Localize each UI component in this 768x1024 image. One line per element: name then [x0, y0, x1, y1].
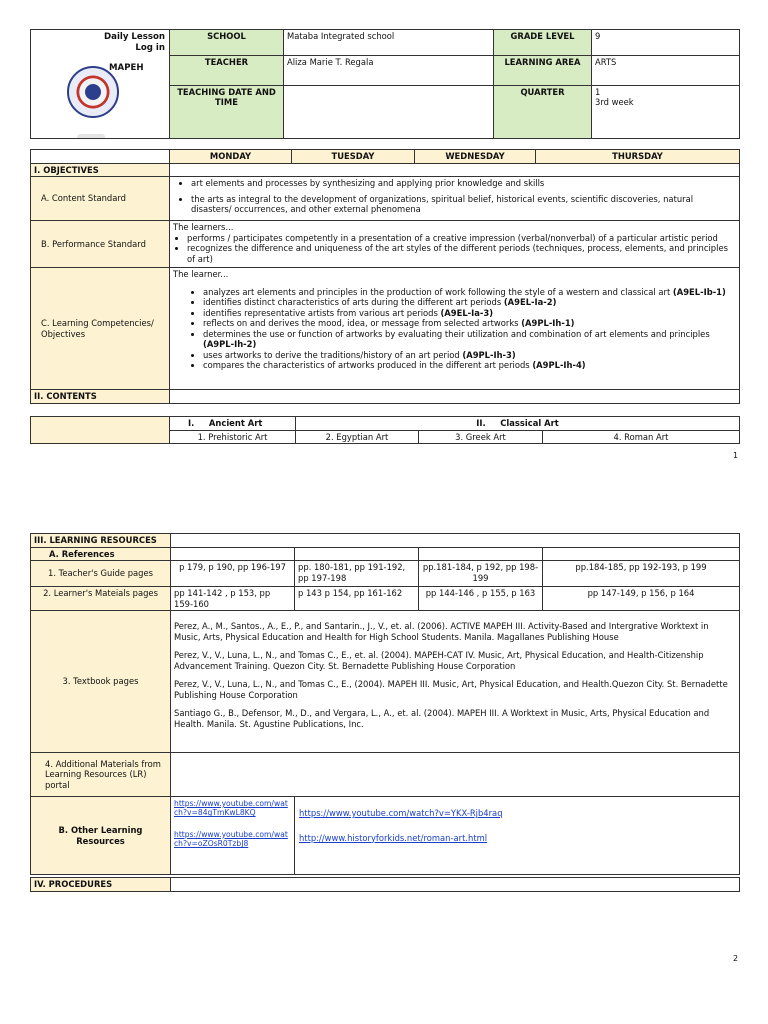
links-right-cell	[295, 797, 740, 875]
day-monday: MONDAY	[170, 150, 292, 164]
dll-title-2: Log in	[135, 42, 165, 53]
textbook-cell	[171, 611, 740, 753]
textbook-ref: Santiago G., B., Defensor, M., D., and Vergara, L., A., et. al. (2004). MAPEH III. A Worktext in Music, Arts, Physical Education and Health. Manila. St. Agustine Publications, Inc.	[174, 708, 710, 729]
objectives-heading: I. OBJECTIVES	[31, 163, 170, 177]
references-label: A. References	[31, 547, 171, 561]
youtube-link[interactable]: https://www.youtube.com/watch?v=YKX-Rjb4raq	[299, 808, 503, 818]
competencies-label: C. Learning Competencies/ Objectives	[31, 268, 170, 390]
learning-area-value: ARTS	[592, 56, 740, 85]
objectives-table	[30, 149, 740, 404]
competencies-cell	[170, 268, 740, 390]
teaching-date-value	[284, 85, 494, 139]
competency-item: • analyzes art elements and principles in the production of work following the style of a western and classical art (A9EL-Ib-1)	[203, 287, 736, 298]
faded-logo-text	[77, 134, 105, 139]
history-for-kids-link[interactable]: http://www.historyforkids.net/roman-art.html	[299, 832, 488, 843]
tg-wednesday: pp.181-184, p 192, pp 198-199	[419, 561, 543, 587]
performance-item: • recognizes the difference and uniqueness of the art styles of the different periods (techniques, process, elements, and principles of art)	[187, 243, 736, 264]
lm-tuesday: p 143 p 154, pp 161-162	[295, 587, 419, 611]
additional-materials-label: 4. Additional Materials from Learning Resources (LR) portal	[31, 753, 171, 797]
performance-standard-label: B. Performance Standard	[31, 221, 170, 268]
topic-greek: 3. Greek Art	[419, 430, 543, 444]
lm-thursday: pp 147-149, p 156, p 164	[543, 587, 740, 611]
resources-table	[30, 533, 740, 875]
youtube-link[interactable]: https://www.youtube.com/watch?v=84gTmKwL8KQ	[174, 799, 288, 818]
procedures-heading: IV. PROCEDURES	[31, 878, 171, 892]
tg-monday: p 179, p 190, pp 196-197	[171, 561, 295, 587]
ancient-art-heading: I. Ancient Art	[170, 417, 296, 431]
subject-label: MAPEH	[109, 63, 144, 73]
topic-roman: 4. Roman Art	[543, 430, 740, 444]
competency-item: • uses artworks to derive the traditions/history of an art period (A9PL-Ih-3)	[203, 350, 736, 361]
procedures-table	[30, 877, 740, 892]
lm-monday: pp 141-142 , p 153, pp 159-160	[171, 587, 295, 611]
quarter-number: 1	[595, 86, 601, 97]
days-blank-cell	[31, 150, 170, 164]
quarter-label: QUARTER	[494, 85, 592, 139]
day-thursday: THURSDAY	[536, 150, 740, 164]
lm-wednesday: pp 144-146 , p 155, p 163	[419, 587, 543, 611]
competencies-intro: The learner...	[173, 269, 229, 279]
quarter-week: 3rd week	[595, 97, 634, 107]
teaching-date-label: TEACHING DATE AND TIME	[170, 85, 284, 139]
competency-item: • identifies distinct characteristics of arts during the different art periods (A9EL-Ia-2)	[203, 297, 736, 308]
tg-tuesday: pp. 180-181, pp 191-192, pp 197-198	[295, 561, 419, 587]
school-label: SCHOOL	[170, 30, 284, 56]
grade-level-value: 9	[592, 30, 740, 56]
page-number-1: 1	[733, 451, 739, 460]
header-table	[30, 29, 740, 139]
content-standard-item: • art elements and processes by synthesizing and applying prior knowledge and skills	[191, 178, 736, 189]
quarter-value	[592, 85, 740, 139]
textbook-label: 3. Textbook pages	[31, 611, 171, 753]
teacher-value: Aliza Marie T. Regala	[284, 56, 494, 85]
other-resources-label: B. Other Learning Resources	[31, 797, 171, 875]
teachers-guide-label: 1. Teacher's Guide pages	[31, 561, 171, 587]
topic-egyptian: 2. Egyptian Art	[296, 430, 419, 444]
dll-title-1: Daily Lesson	[104, 32, 165, 42]
contents-table	[30, 416, 740, 444]
grade-level-label: GRADE LEVEL	[494, 30, 592, 56]
performance-intro: The learners...	[173, 222, 234, 232]
performance-item: • performs / participates competently in a presentation of a creative impression (verbal/nonverbal) of a particular artistic period	[187, 233, 736, 244]
textbook-ref: Perez, A., M., Santos., A., E., P., and Santarin., J., V., et. al. (2006). ACTIVE MAPEH III. Activity-Based and Intergrative Worktext in Music, Arts, Physical Education and Health for High School Students. Manila. Magallanes Publishing House	[174, 621, 709, 642]
school-value: Mataba Integrated school	[284, 30, 494, 56]
logo-cell	[31, 30, 170, 139]
teacher-label: TEACHER	[170, 56, 284, 85]
contents-heading: II. CONTENTS	[31, 390, 170, 404]
content-standard-cell	[170, 177, 740, 221]
textbook-ref: Perez, V., V., Luna, L., N., and Tomas C., E., (2004). MAPEH III. Music, Art, Physical Education, and Health.Quezon City. St. Bernadette Publishing House Corporation	[174, 679, 728, 700]
topic-prehistoric: 1. Prehistoric Art	[170, 430, 296, 444]
competency-item: • compares the characteristics of artworks produced in the different art periods (A9PL-Ih-4)	[203, 360, 736, 371]
tg-thursday: pp.184-185, pp 192-193, p 199	[543, 561, 740, 587]
performance-standard-cell	[170, 221, 740, 268]
learning-area-label: LEARNING AREA	[494, 56, 592, 85]
deped-seal-icon	[67, 66, 119, 118]
page-number-2: 2	[733, 954, 739, 963]
day-tuesday: TUESDAY	[292, 150, 415, 164]
learners-materials-label: 2. Learner's Mateials pages	[31, 587, 171, 611]
competency-item: • determines the use or function of artworks by evaluating their utilization and combination of art elements and principles (A9PL-Ih-2)	[203, 329, 736, 350]
competency-item: • reflects on and derives the mood, idea, or message from selected artworks (A9PL-Ih-1)	[203, 318, 736, 329]
textbook-ref: Perez, V., V., Luna, L., N., and Tomas C., E., et. al. (2004). MAPEH-CAT IV. Music, Art, Physical Education, and Health-Citizenship Advancement Training. Quezon City. St. Bernadette Publishing House Corporation	[174, 650, 704, 671]
classical-art-heading: II. Classical Art	[296, 417, 740, 431]
links-left-cell	[171, 797, 295, 875]
day-wednesday: WEDNESDAY	[415, 150, 536, 164]
competency-item: • identifies representative artists from various art periods (A9EL-Ia-3)	[203, 308, 736, 319]
youtube-link[interactable]: https://www.youtube.com/watch?v=oZOsR0TzbJ8	[174, 829, 288, 849]
content-standard-label: A. Content Standard	[31, 177, 170, 221]
resources-heading: III. LEARNING RESOURCES	[31, 534, 171, 548]
content-standard-item: • the arts as integral to the development of organizations, spiritual belief, historical events, scientific discoveries, natural disasters/ occurrences, and other external phenomena	[191, 194, 736, 215]
